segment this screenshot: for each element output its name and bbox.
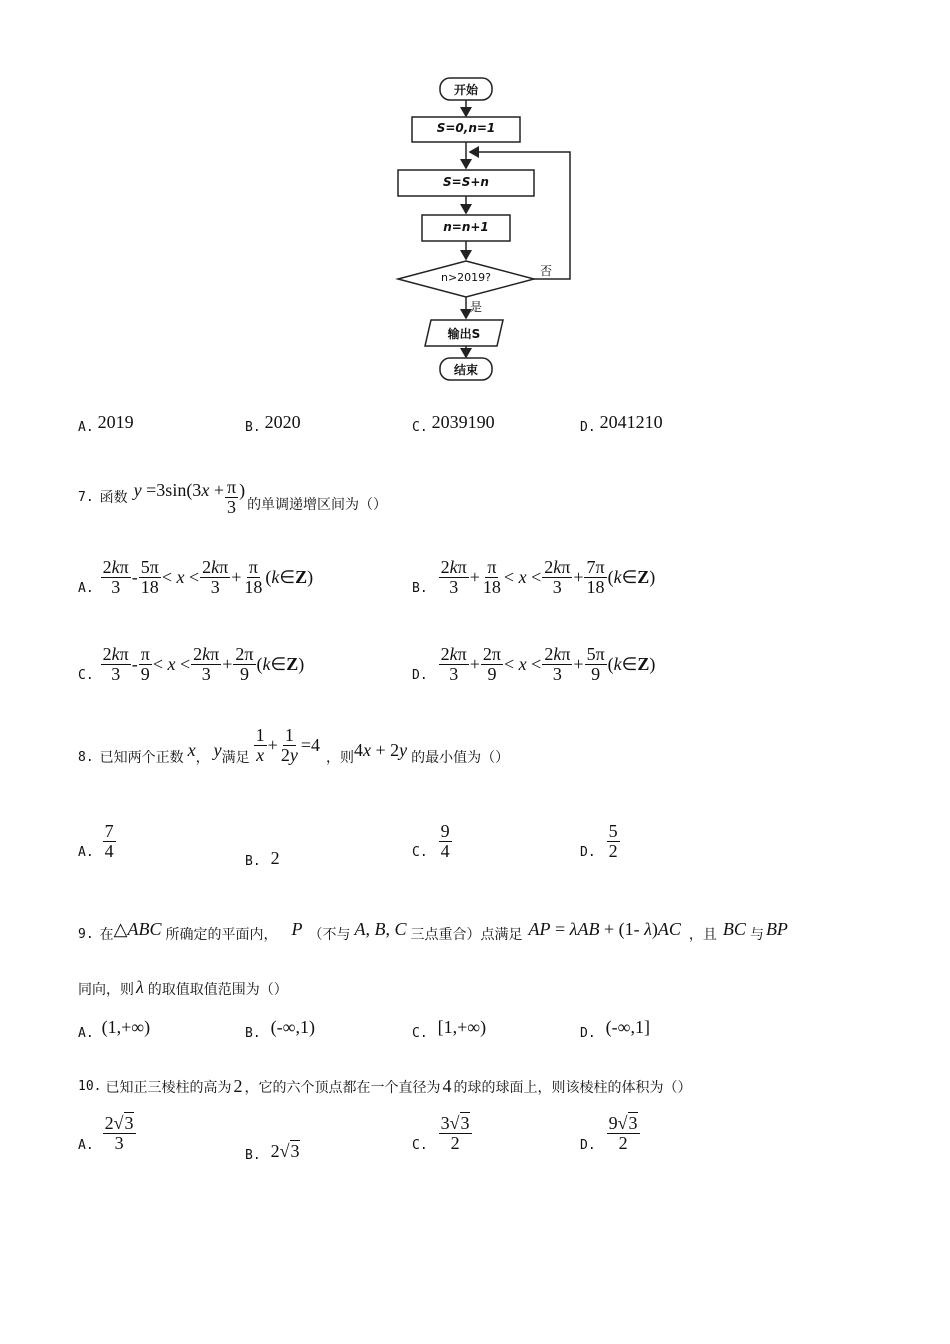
option-label: C. [412,1026,428,1041]
flowchart-yes-label: 是 [470,300,483,314]
option-value: 2041210 [599,412,663,432]
math-value: 4 [442,1076,452,1096]
radical-coefficient: 2 [104,1113,114,1134]
radical-coefficient: 2 [270,1141,280,1161]
q10-option-d: D. $\frac{9√3}{2}$ [580,1113,638,1153]
q7-option-a: A. $\frac{2k\pi}{3}$ - $\frac{5\pi}{18}$ < x < $\frac{2k\pi}{3}$ + $\frac{\pi}{18}$ (k∈Z) [78,557,314,597]
option-label: D. [580,844,596,860]
flowchart-condition-label: n>2019? [440,271,492,284]
radicand: 3 [628,1113,638,1134]
flowchart-output-label: 输出S [447,327,481,341]
option-value: (-∞,1) [270,1017,315,1037]
q10-option-b: B. 2√3 [245,1141,300,1163]
q9-option-c [412,1014,486,1041]
question-text: 与 [749,927,764,943]
flowchart-start-label: 开始 [453,83,478,97]
fraction-denominator: 3 [114,1133,124,1153]
option-label: D. [580,420,596,435]
question-text: 的单调递增区间为（） [247,497,388,514]
option-label: D. [412,667,428,683]
question-number: 9. [78,926,94,942]
q8-option-b [245,848,280,869]
question-text: （不与 [308,927,351,943]
q6-option-b [245,410,301,435]
option-value: [1,+∞) [437,1017,487,1037]
option-value: 2020 [264,412,301,432]
option-label: A. [78,844,94,860]
question-text: ，它的六个顶点都在一个直径为 [244,1079,441,1096]
radical-coefficient: 3 [440,1113,450,1134]
q9-option-b [245,1014,315,1041]
fraction-denominator: 4 [440,840,450,861]
question-text: ，则 [325,750,354,766]
option-label: A. [78,580,94,596]
option-value: (1,+∞) [101,1017,151,1037]
math-fraction: $\frac{\pi}{3}$ [226,477,237,517]
fraction-denominator: 4 [104,840,114,861]
question-9: 9. 在 △ABC 所确定的平面内， P （不与 A, B, C 三点重合）点满足 AP = λAB + (1- λ)AC ，且 BC 与 BP [78,918,788,943]
q6-option-a [78,410,134,435]
q7-option-c: C. $\frac{2k\pi}{3}$ - $\frac{\pi}{9}$ < x < $\frac{2k\pi}{3}$ + $\frac{2\pi}{9}$ (k∈Z) [78,644,305,684]
question-text: 已知正三棱柱的高为 [105,1079,232,1096]
question-number: 7. [78,489,94,505]
question-text: ，且 [688,927,717,943]
question-text: 已知两个正数 [99,750,184,766]
option-label: C. [78,667,94,683]
option-label: B. [412,580,428,596]
fraction-denominator: 2 [618,1133,628,1153]
math-value: 2 [233,1076,243,1096]
radicand: 3 [124,1113,134,1134]
fraction-denominator: 2 [608,840,618,861]
q7-option-b: B. $\frac{2k\pi}{3}$ + $\frac{\pi}{18}$ < x < $\frac{2k\pi}{3}$ + $\frac{7\pi}{18}$ (k∈Z) [412,557,656,597]
question-text: 的取值取值范围为（） [147,982,288,998]
question-text: 在 [99,927,114,943]
question-7: 7. 函数 y =3sin(3x + $\frac{\pi}{3}$ ) 的单调递增区间为（） [78,477,388,517]
option-label: A. [78,1026,94,1041]
question-text: 所确定的平面内， [165,927,278,943]
option-label: B. [245,420,261,435]
math-expression: y =3sin(3x + [133,479,224,500]
option-label: B. [245,1148,261,1163]
q8-option-c [412,822,453,861]
option-label: C. [412,420,428,435]
flowchart-no-label: 否 [540,264,553,278]
flowchart-end-label: 结束 [453,363,478,377]
question-text: 的球的球面上，则该棱柱的体积为（） [453,1079,692,1096]
q6-option-c [412,410,495,435]
radicand: 3 [460,1113,470,1134]
question-text: 的最小值为（） [411,750,510,766]
radicand: 3 [290,1141,300,1161]
radical-coefficient: 9 [608,1113,618,1134]
question-8: 8. 已知两个正数 x ， y 满足 $\frac{1}{x}$ + $\frac{1}{2y}$ =4 ，则 4x + 2y 的最小值为（） [78,724,510,766]
q9-option-a [78,1014,150,1041]
option-label: D. [580,1138,596,1153]
q6-option-d [580,410,663,435]
option-label: C. [412,844,428,860]
fraction-numerator: 9 [440,821,450,841]
question-text: 三点重合）点满足 [410,927,523,943]
fraction-denominator: 2 [450,1133,460,1153]
question-number: 8. [78,749,94,765]
q9-option-d [580,1014,650,1041]
question-text: 满足 [221,750,250,766]
q10-option-c: C. $\frac{3√3}{2}$ [412,1113,470,1153]
q8-option-d [580,822,621,861]
fraction-numerator: 5 [608,821,618,841]
option-label: A. [78,420,94,435]
option-label: D. [580,1026,596,1041]
flowchart-increment-label: n=n+1 [443,220,489,234]
question-9-line2: 同向，则 λ 的取值取值范围为（） [78,976,288,998]
q7-option-d: D. $\frac{2k\pi}{3}$ + $\frac{2\pi}{9}$ < x < $\frac{2k\pi}{3}$ + $\frac{5\pi}{9}$ (k∈Z) [412,644,656,684]
question-text: ， [195,750,210,766]
question-text: 同向，则 [78,982,134,998]
flowchart-sum-label: S=S+n [443,175,489,189]
question-number: 10. [78,1079,102,1094]
option-value: 2 [270,848,280,868]
option-value: (-∞,1] [605,1017,650,1037]
option-label: A. [78,1138,94,1153]
question-text: 函数 [99,490,128,507]
question-10 [78,1076,691,1097]
option-value: 2039190 [431,412,495,432]
q10-option-a: A. $\frac{2√3}{3}$ [78,1113,134,1153]
fraction-numerator: 7 [104,821,114,841]
q8-option-a [78,822,117,861]
flowchart-init-label: S=0,n=1 [436,121,496,135]
option-label: C. [412,1138,428,1153]
option-label: B. [245,854,261,869]
option-value: 2019 [97,412,134,432]
option-label: B. [245,1026,261,1041]
